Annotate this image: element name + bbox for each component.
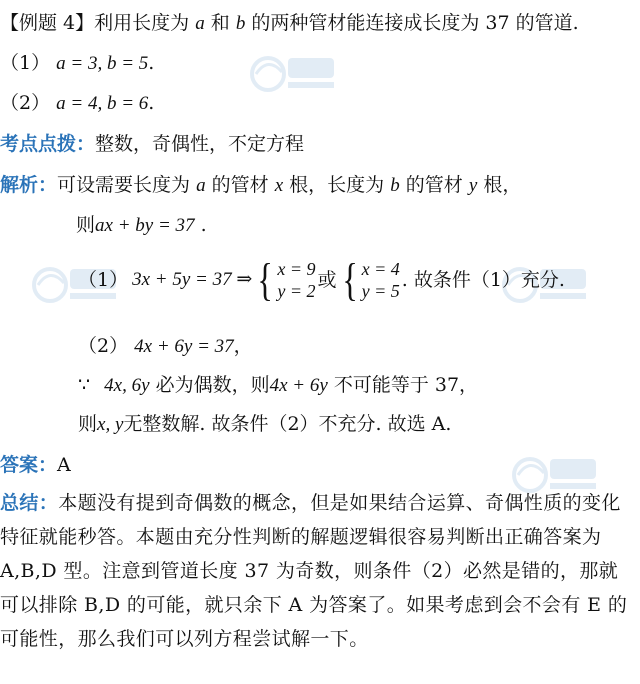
then-conclusion: 无整数解. 故条件（2）不充分. 故选 A. xyxy=(123,413,452,435)
summary-label: 总结： xyxy=(0,492,59,514)
jiexi-text: 根， xyxy=(483,174,522,196)
left-brace-icon: { xyxy=(341,254,358,305)
kaodian-text: 整数，奇偶性，不定方程 xyxy=(95,133,305,155)
jiexi-text: 的管材 xyxy=(405,174,463,196)
jiexi-var-y: y xyxy=(468,175,478,196)
case1-number: （1） xyxy=(78,269,129,291)
cond1-expression: a = 3, b = 5 xyxy=(56,53,149,74)
var-a: a xyxy=(195,13,205,34)
jiexi-var-a: a xyxy=(196,175,206,196)
system-1-top: x = 9 xyxy=(277,259,316,279)
left-brace-icon: { xyxy=(257,254,274,305)
kaodian-label: 考点点拨： xyxy=(0,133,96,155)
kaodian-line xyxy=(0,131,304,157)
because-text: 必为偶数，则 xyxy=(155,374,270,396)
jiexi-line-2 xyxy=(76,212,207,239)
jiexi-text: 根，长度为 xyxy=(289,174,385,196)
var-b: b xyxy=(235,13,246,34)
jiexi-end: . xyxy=(200,214,207,236)
jiexi-var-x: x xyxy=(274,175,284,196)
jiexi-text: 的管材 xyxy=(211,174,269,196)
answer-line xyxy=(0,452,71,478)
example-stem-text: 利用长度为 xyxy=(94,12,190,34)
cond1-number: （1） xyxy=(0,52,51,74)
equation-main: ax + by = 37 xyxy=(95,215,195,236)
case2-equation: 4x + 6y = 37 xyxy=(134,336,234,357)
cond2-number: （2） xyxy=(0,92,51,114)
example-stem-end: 的两种管材能连接成长度为 37 的管道. xyxy=(251,12,579,34)
then-line xyxy=(78,411,451,438)
example-stem xyxy=(0,10,579,37)
jiexi-line-1 xyxy=(0,172,521,199)
case-1-line xyxy=(78,252,565,308)
case2-number: （2） xyxy=(78,335,129,357)
condition-1 xyxy=(0,50,154,77)
watermark-logo-icon xyxy=(248,44,338,104)
and-word: 和 xyxy=(210,12,230,34)
then-word: 则 xyxy=(78,413,98,435)
summary-text: 本题没有提到奇偶数的概念，但是如果结合运算、奇偶性质的变化特征就能秒答。本题由充分性判断的解题逻辑很容易判断出正确答案为 A,B,D 型。注意到管道长度 37 为奇数，则条件（2）必然是错的，那就可以排除 B,D 的可能，就只余下 A 为答案了。如果考虑到会不会有 E 的可能性，那么我们可以列方程尝试解一下。 xyxy=(0,492,628,650)
example-tag: 【例题 4】 xyxy=(0,12,95,34)
cond2-expression: a = 4, b = 6 xyxy=(56,93,149,114)
because-expression-2: 4x + 6y xyxy=(269,375,328,396)
case1-conclusion: . 故条件（1）充分. xyxy=(401,269,565,291)
system-1 xyxy=(254,254,316,305)
case-2-line xyxy=(78,333,253,360)
jiexi-label: 解析： xyxy=(0,174,58,196)
summary-paragraph xyxy=(0,486,634,656)
then-expression: x, y xyxy=(97,414,124,435)
because-line xyxy=(78,372,478,399)
cond2-end: . xyxy=(148,92,155,114)
system-2-bottom: y = 5 xyxy=(361,281,400,301)
because-end: 不可能等于 37， xyxy=(333,374,479,396)
jiexi-text: 可设需要长度为 xyxy=(57,174,191,196)
jiexi-var-b: b xyxy=(390,175,400,196)
system-2 xyxy=(339,254,400,305)
case1-equation: 3x + 5y = 37 ⇒ xyxy=(132,269,253,290)
or-word: 或 xyxy=(317,269,337,291)
answer-value: A xyxy=(57,454,71,476)
cond1-end: . xyxy=(148,52,155,74)
answer-label: 答案： xyxy=(0,454,58,476)
system-1-bottom: y = 2 xyxy=(277,281,316,301)
condition-2 xyxy=(0,90,154,117)
jiexi-then: 则 xyxy=(76,214,96,236)
because-symbol: ∵ xyxy=(78,374,91,396)
case2-end: ， xyxy=(233,335,253,357)
because-expression: 4x, 6y xyxy=(104,375,150,396)
system-2-top: x = 4 xyxy=(361,259,400,279)
